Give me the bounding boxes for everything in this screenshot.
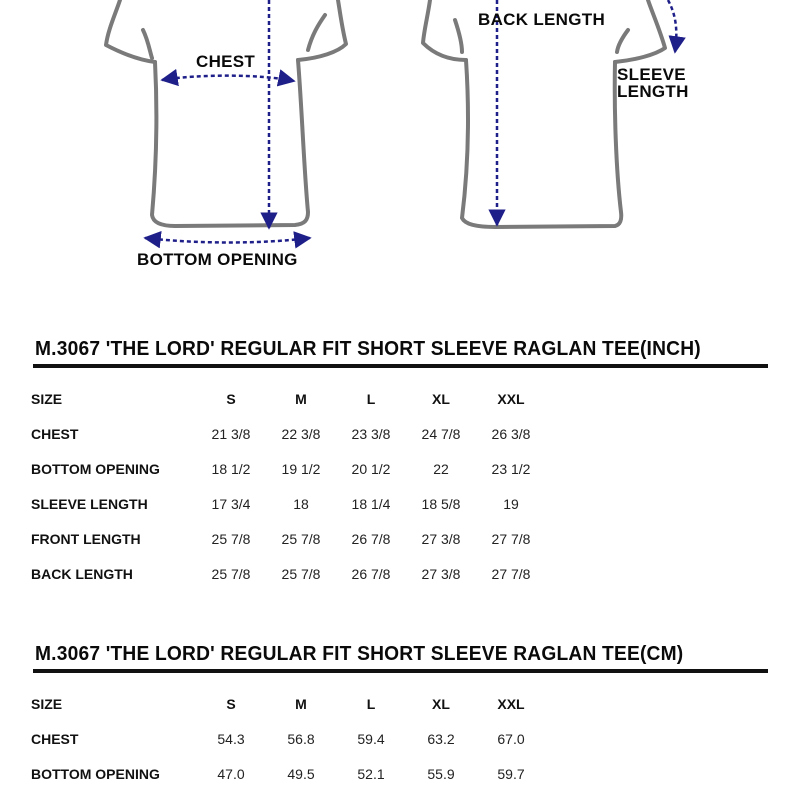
cell-value: 52.1: [357, 765, 385, 782]
cell-value: 56.8: [287, 730, 315, 747]
back-length-label: BACK LENGTH: [478, 10, 606, 29]
cell-value: 18: [293, 495, 309, 512]
cell-value: 67.0: [497, 730, 525, 747]
cell-value: 24 7/8: [421, 425, 461, 442]
row-label: CHEST: [31, 425, 79, 442]
size-col-xxl: XXL: [497, 390, 525, 407]
size-col-m: M: [295, 390, 307, 407]
cell-value: 26 3/8: [491, 425, 531, 442]
cell-value: 27 3/8: [421, 530, 461, 547]
cell-value: 27 7/8: [491, 530, 531, 547]
inch-size-table: [31, 381, 546, 591]
size-header-label: SIZE: [31, 390, 63, 407]
cell-value: 18 5/8: [421, 495, 461, 512]
table-row: [31, 556, 546, 591]
row-label: SLEEVE LENGTH: [31, 495, 148, 512]
cell-value: 27 3/8: [421, 565, 461, 582]
chest-label: CHEST: [196, 52, 256, 71]
cell-value: 26 7/8: [351, 565, 391, 582]
inch-title-divider: [33, 364, 768, 368]
size-col-xxl: XXL: [497, 695, 525, 712]
cell-value: 23 3/8: [351, 425, 391, 442]
cell-value: 22 3/8: [281, 425, 321, 442]
cell-value: 18 1/2: [211, 460, 251, 477]
table-row: [31, 486, 546, 521]
table-row: [31, 721, 546, 756]
inch-table-title: M.3067 'THE LORD' REGULAR FIT SHORT SLEEVE RAGLAN TEE(INCH): [35, 338, 701, 360]
row-label: BOTTOM OPENING: [31, 460, 160, 477]
cell-value: 20 1/2: [351, 460, 391, 477]
table-header-row: [31, 381, 546, 416]
cell-value: 55.9: [427, 765, 455, 782]
tee-outline-drawing: [0, 0, 800, 290]
cell-value: 21 3/8: [211, 425, 251, 442]
bottom-opening-label: BOTTOM OPENING: [137, 250, 298, 269]
row-label: BOTTOM OPENING: [31, 765, 160, 782]
cell-value: 19: [503, 495, 519, 512]
cell-value: 59.7: [497, 765, 525, 782]
size-col-l: L: [366, 390, 376, 407]
cell-value: 25 7/8: [211, 565, 251, 582]
cell-value: 49.5: [287, 765, 315, 782]
size-col-s: S: [226, 390, 236, 407]
cm-size-table: [31, 686, 546, 791]
row-label: FRONT LENGTH: [31, 530, 141, 547]
cell-value: 25 7/8: [281, 565, 321, 582]
cell-value: 59.4: [357, 730, 385, 747]
cm-table-title: M.3067 'THE LORD' REGULAR FIT SHORT SLEEVE RAGLAN TEE(CM): [35, 643, 684, 665]
cell-value: 54.3: [217, 730, 245, 747]
tee-measurement-diagram: [0, 0, 800, 290]
table-row: [31, 521, 546, 556]
table-row: [31, 756, 546, 791]
cell-value: 23 1/2: [491, 460, 531, 477]
size-col-m: M: [295, 695, 307, 712]
cell-value: 63.2: [427, 730, 455, 747]
cm-title-divider: [33, 669, 768, 673]
table-row: [31, 416, 546, 451]
row-label: BACK LENGTH: [31, 565, 133, 582]
cell-value: 17 3/4: [211, 495, 251, 512]
cell-value: 26 7/8: [351, 530, 391, 547]
table-row: [31, 451, 546, 486]
sleeve-length-label-line2: LENGTH: [617, 82, 689, 101]
row-label: CHEST: [31, 730, 79, 747]
table-header-row: [31, 686, 546, 721]
sleeve-length-label-line1: SLEEVE: [617, 65, 686, 84]
back-tee-icon: [423, 0, 665, 227]
cell-value: 22: [433, 460, 449, 477]
size-col-xl: XL: [432, 695, 450, 712]
size-col-l: L: [366, 695, 376, 712]
cell-value: 19 1/2: [281, 460, 321, 477]
cell-value: 47.0: [217, 765, 245, 782]
front-tee-icon: [106, 0, 346, 226]
cell-value: 25 7/8: [281, 530, 321, 547]
size-col-s: S: [226, 695, 236, 712]
size-header-label: SIZE: [31, 695, 63, 712]
cell-value: 25 7/8: [211, 530, 251, 547]
size-col-xl: XL: [432, 390, 450, 407]
cell-value: 27 7/8: [491, 565, 531, 582]
cell-value: 18 1/4: [351, 495, 391, 512]
